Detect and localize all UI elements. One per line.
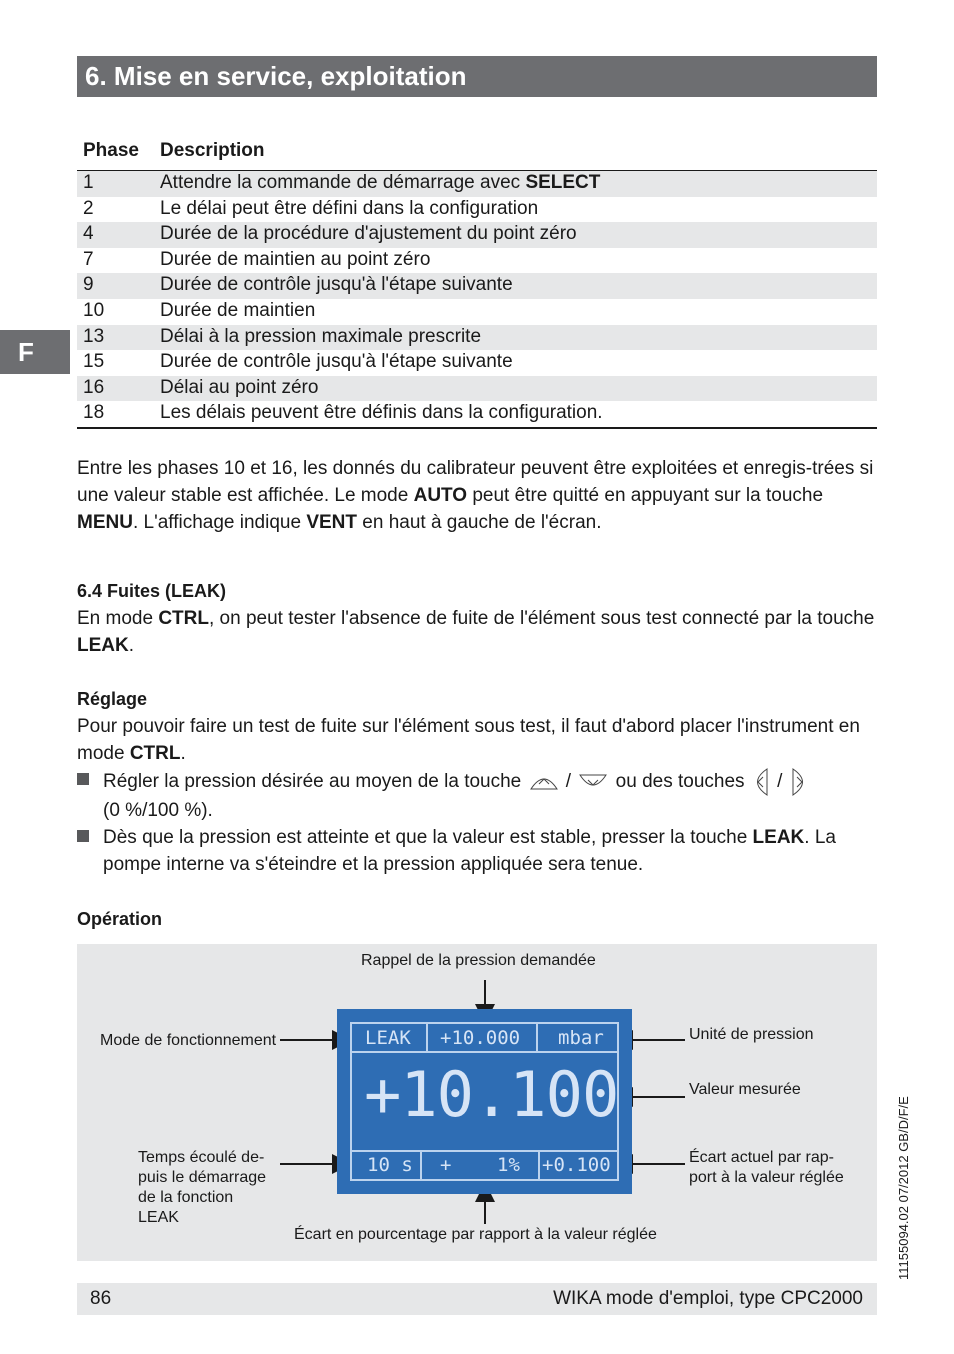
label-current-deviation: Écart actuel par rap- port à la valeur réglée: [689, 1149, 844, 1186]
description-cell: Délai au point zéro: [160, 376, 319, 398]
page-number: 86: [90, 1288, 112, 1309]
footer-title: WIKA mode d'emploi, type CPC2000: [553, 1288, 863, 1309]
phase-table: [77, 138, 877, 429]
lcd-percent-sign: +: [440, 1154, 452, 1176]
label-operating-mode: Mode de fonctionnement: [100, 1032, 277, 1049]
description-cell: Durée de maintien au point zéro: [160, 248, 431, 270]
table-body: [77, 171, 877, 427]
document-code: [896, 1060, 916, 1280]
phase-cell: 7: [83, 248, 94, 270]
reglage-section: [77, 686, 877, 878]
column-header-description: Description: [160, 140, 265, 161]
bullet-square-icon: [77, 773, 89, 785]
up-arrow-key-icon: [529, 772, 559, 792]
table-row: [77, 376, 877, 402]
description-cell: Attendre la commande de démarrage avec SELECT: [160, 172, 601, 193]
language-tab-label: F: [18, 337, 34, 367]
label-elapsed-time: Temps écoulé de- puis le démarrage de la fonction LEAK: [138, 1149, 267, 1226]
table-row: [77, 401, 877, 427]
reglage-paragraph: Pour pouvoir faire un test de fuite sur l'élément sous test, il faut d'abord placer l'instrument en mode CTRL.: [77, 716, 860, 764]
right-arrow-key-icon: [790, 767, 808, 797]
language-tab: [0, 330, 70, 374]
lcd-deviation: +0.100: [542, 1154, 611, 1176]
table-row: [77, 325, 877, 351]
bullet-item-1: Régler la pression désirée au moyen de la touche / ou des touches / (0 %/100 %).: [77, 767, 877, 824]
lcd-elapsed-time: 10 s: [367, 1154, 413, 1176]
label-pressure-unit: Unité de pression: [689, 1026, 814, 1043]
lcd-diagram: [77, 944, 877, 1261]
intro-paragraph: Entre les phases 10 et 16, les donnés du calibrateur peuvent être exploitées et enregis-trées si une valeur stable est affichée. Le mode AUTO peut être quitté en appuyant sur la touche MENU. L'affichage indique VENT en haut à gauche de l'écran.: [77, 458, 874, 533]
table-row: [77, 273, 877, 299]
leak-paragraph: En mode CTRL, on peut tester l'absence de fuite de l'élément sous test connecté par la touche LEAK.: [77, 608, 875, 656]
operation-heading: Opération: [77, 909, 163, 929]
label-setpoint-recall: Rappel de la pression demandée: [361, 952, 596, 969]
description-cell: Durée de maintien: [160, 299, 316, 321]
description-cell: Durée de contrôle jusqu'à l'étape suivante: [160, 274, 513, 296]
table-row: [77, 171, 877, 197]
table-header: [77, 138, 877, 171]
bullet-item-2: Dès que la pression est atteinte et que la valeur est stable, presser la touche LEAK. La pompe interne va s'éteindre et la pression appliquée sera tenue.: [77, 824, 877, 878]
lcd-percent-deviation: 1%: [497, 1154, 520, 1176]
phase-cell: 9: [83, 274, 94, 296]
table-row: [77, 299, 877, 325]
description-cell: Le délai peut être défini dans la configuration: [160, 197, 539, 219]
table-row: [77, 350, 877, 376]
section-header-bar: [77, 56, 877, 97]
phase-cell: 16: [83, 376, 105, 398]
down-arrow-key-icon: [578, 772, 608, 792]
table-row: [77, 222, 877, 248]
description-cell: Durée de contrôle jusqu'à l'étape suivante: [160, 351, 513, 373]
left-arrow-key-icon: [752, 767, 770, 797]
phase-cell: 15: [83, 351, 105, 373]
lcd-setpoint: +10.000: [440, 1027, 521, 1049]
column-header-phase: Phase: [83, 140, 139, 161]
bullet-square-icon: [77, 830, 89, 842]
phase-cell: 4: [83, 223, 94, 245]
lcd-unit: mbar: [558, 1027, 604, 1049]
phase-cell: 2: [83, 197, 94, 219]
phase-cell: 1: [83, 172, 94, 193]
description-cell: Délai à la pression maximale prescrite: [160, 325, 482, 347]
lcd-measured-value: +10.100: [364, 1058, 619, 1131]
label-measured-value: Valeur mesurée: [689, 1081, 801, 1098]
lcd-mode: LEAK: [365, 1027, 411, 1049]
description-cell: Les délais peuvent être définis dans la configuration.: [160, 402, 603, 424]
reglage-heading: Réglage: [77, 689, 148, 709]
lcd-frame: [350, 1022, 619, 1181]
table-bottom-rule: [77, 427, 877, 429]
phase-cell: 18: [83, 402, 105, 424]
description-cell: Durée de la procédure d'ajustement du point zéro: [160, 223, 577, 245]
table-row: [77, 248, 877, 274]
leak-section: [77, 578, 877, 659]
table-row: [77, 197, 877, 223]
leak-heading: 6.4 Fuites (LEAK): [77, 581, 227, 601]
section-title: 6. Mise en service, exploitation: [85, 61, 467, 91]
phase-cell: 10: [83, 299, 105, 321]
page-footer: [77, 1283, 877, 1315]
lcd-screen: [337, 1009, 632, 1194]
label-percent-deviation: Écart en pourcentage par rapport à la valeur réglée: [294, 1226, 657, 1243]
document-code-text: 11155094.02 07/2012 GB/D/F/E: [896, 1096, 911, 1280]
phase-cell: 13: [83, 325, 105, 347]
